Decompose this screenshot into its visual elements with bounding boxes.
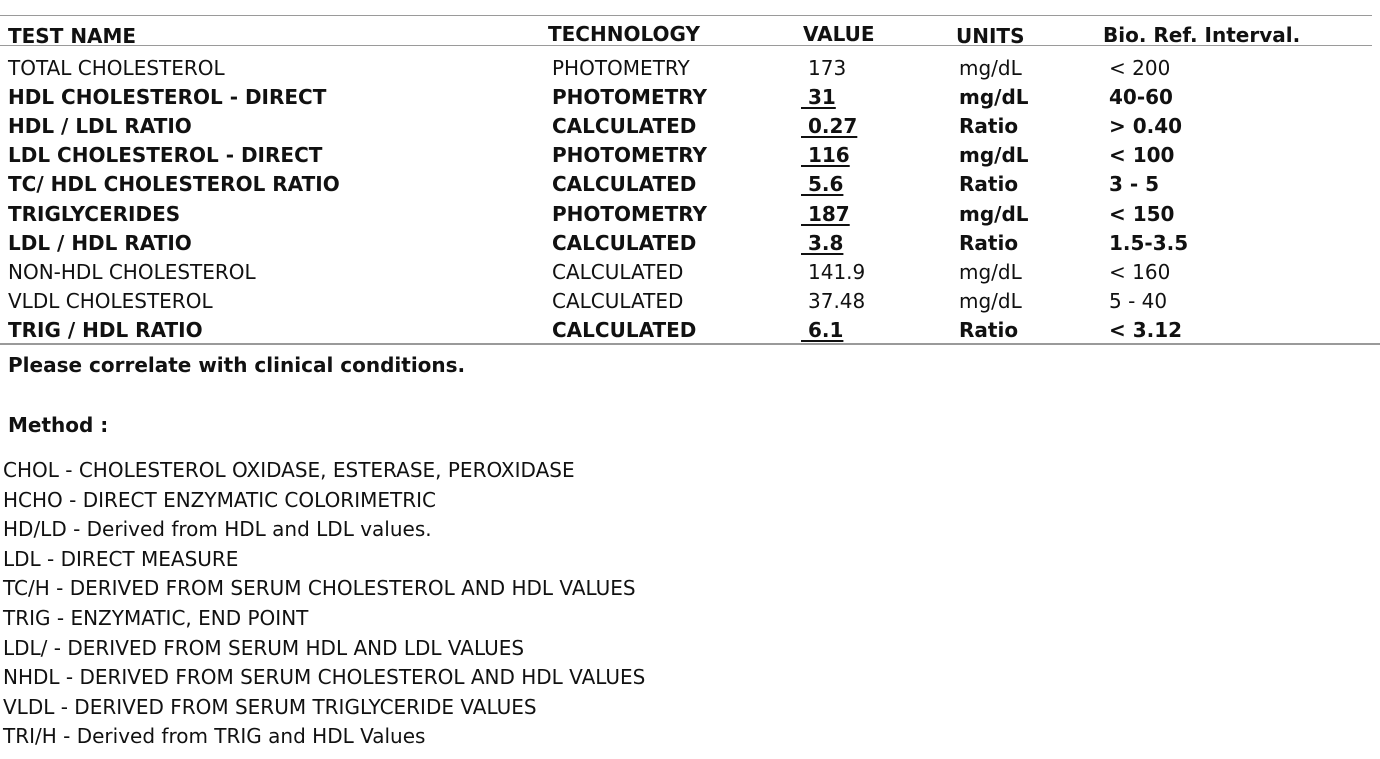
test-name: HDL CHOLESTEROL - DIRECT [8,85,327,109]
units: mg/dL [959,85,1029,109]
ref-interval: < 160 [1109,260,1171,284]
technology: CALCULATED [552,172,697,196]
ref-interval: < 3.12 [1109,318,1183,342]
header-technology: TECHNOLOGY [548,22,700,46]
ref-interval: 1.5-3.5 [1109,231,1189,255]
result-value: 116 [801,143,850,167]
result-value: 5.6 [801,172,844,196]
units: Ratio [959,172,1019,196]
result-value: 6.1 [801,318,844,342]
method-line: TRI/H - Derived from TRIG and HDL Values [3,724,426,748]
method-line: VLDL - DERIVED FROM SERUM TRIGLYCERIDE VALUES [3,695,537,719]
units: Ratio [959,318,1019,342]
units: mg/dL [959,260,1022,284]
test-name: NON-HDL CHOLESTEROL [8,260,256,284]
method-line: HCHO - DIRECT ENZYMATIC COLORIMETRIC [3,488,436,512]
units: mg/dL [959,289,1022,313]
header-ref-interval: Bio. Ref. Interval. [1103,23,1301,47]
units: Ratio [959,114,1019,138]
technology: CALCULATED [552,289,684,313]
method-line: TRIG - ENZYMATIC, END POINT [3,606,309,630]
units: mg/dL [959,56,1022,80]
test-name: LDL / HDL RATIO [8,231,192,255]
ref-interval: 5 - 40 [1109,289,1168,313]
test-name: TC/ HDL CHOLESTEROL RATIO [8,172,340,196]
ref-interval: < 150 [1109,202,1175,226]
units: mg/dL [959,202,1029,226]
technology: PHOTOMETRY [552,85,708,109]
table-header-rule [0,45,1372,46]
table-top-rule [0,15,1372,16]
method-line: HD/LD - Derived from HDL and LDL values. [3,517,432,541]
technology: CALCULATED [552,231,697,255]
method-line: CHOL - CHOLESTEROL OXIDASE, ESTERASE, PEROXIDASE [3,458,575,482]
header-value: VALUE [803,22,875,46]
method-title: Method : [8,413,109,437]
technology: PHOTOMETRY [552,202,708,226]
ref-interval: 40-60 [1109,85,1173,109]
test-name: LDL CHOLESTEROL - DIRECT [8,143,323,167]
ref-interval: < 200 [1109,56,1171,80]
method-line: TC/H - DERIVED FROM SERUM CHOLESTEROL AND HDL VALUES [3,576,636,600]
units: Ratio [959,231,1019,255]
clinical-note: Please correlate with clinical conditions. [8,353,466,377]
test-name: HDL / LDL RATIO [8,114,192,138]
result-value: 141.9 [808,260,866,284]
units: mg/dL [959,143,1029,167]
test-name: TRIG / HDL RATIO [8,318,203,342]
method-line: LDL/ - DERIVED FROM SERUM HDL AND LDL VALUES [3,636,525,660]
technology: CALCULATED [552,114,697,138]
ref-interval: 3 - 5 [1109,172,1160,196]
ref-interval: > 0.40 [1109,114,1183,138]
result-value: 187 [801,202,850,226]
ref-interval: < 100 [1109,143,1175,167]
result-value: 173 [808,56,847,80]
technology: PHOTOMETRY [552,143,708,167]
test-name: VLDL CHOLESTEROL [8,289,213,313]
method-line: LDL - DIRECT MEASURE [3,547,239,571]
result-value: 31 [801,85,836,109]
technology: PHOTOMETRY [552,56,690,80]
result-value: 0.27 [801,114,858,138]
test-name: TRIGLYCERIDES [8,202,181,226]
table-bottom-rule [0,343,1380,345]
method-line: NHDL - DERIVED FROM SERUM CHOLESTEROL AND HDL VALUES [3,665,646,689]
test-name: TOTAL CHOLESTEROL [8,56,225,80]
technology: CALCULATED [552,260,684,284]
result-value: 3.8 [801,231,844,255]
header-units: UNITS [956,24,1025,48]
technology: CALCULATED [552,318,697,342]
result-value: 37.48 [808,289,866,313]
header-test-name: TEST NAME [8,24,137,48]
